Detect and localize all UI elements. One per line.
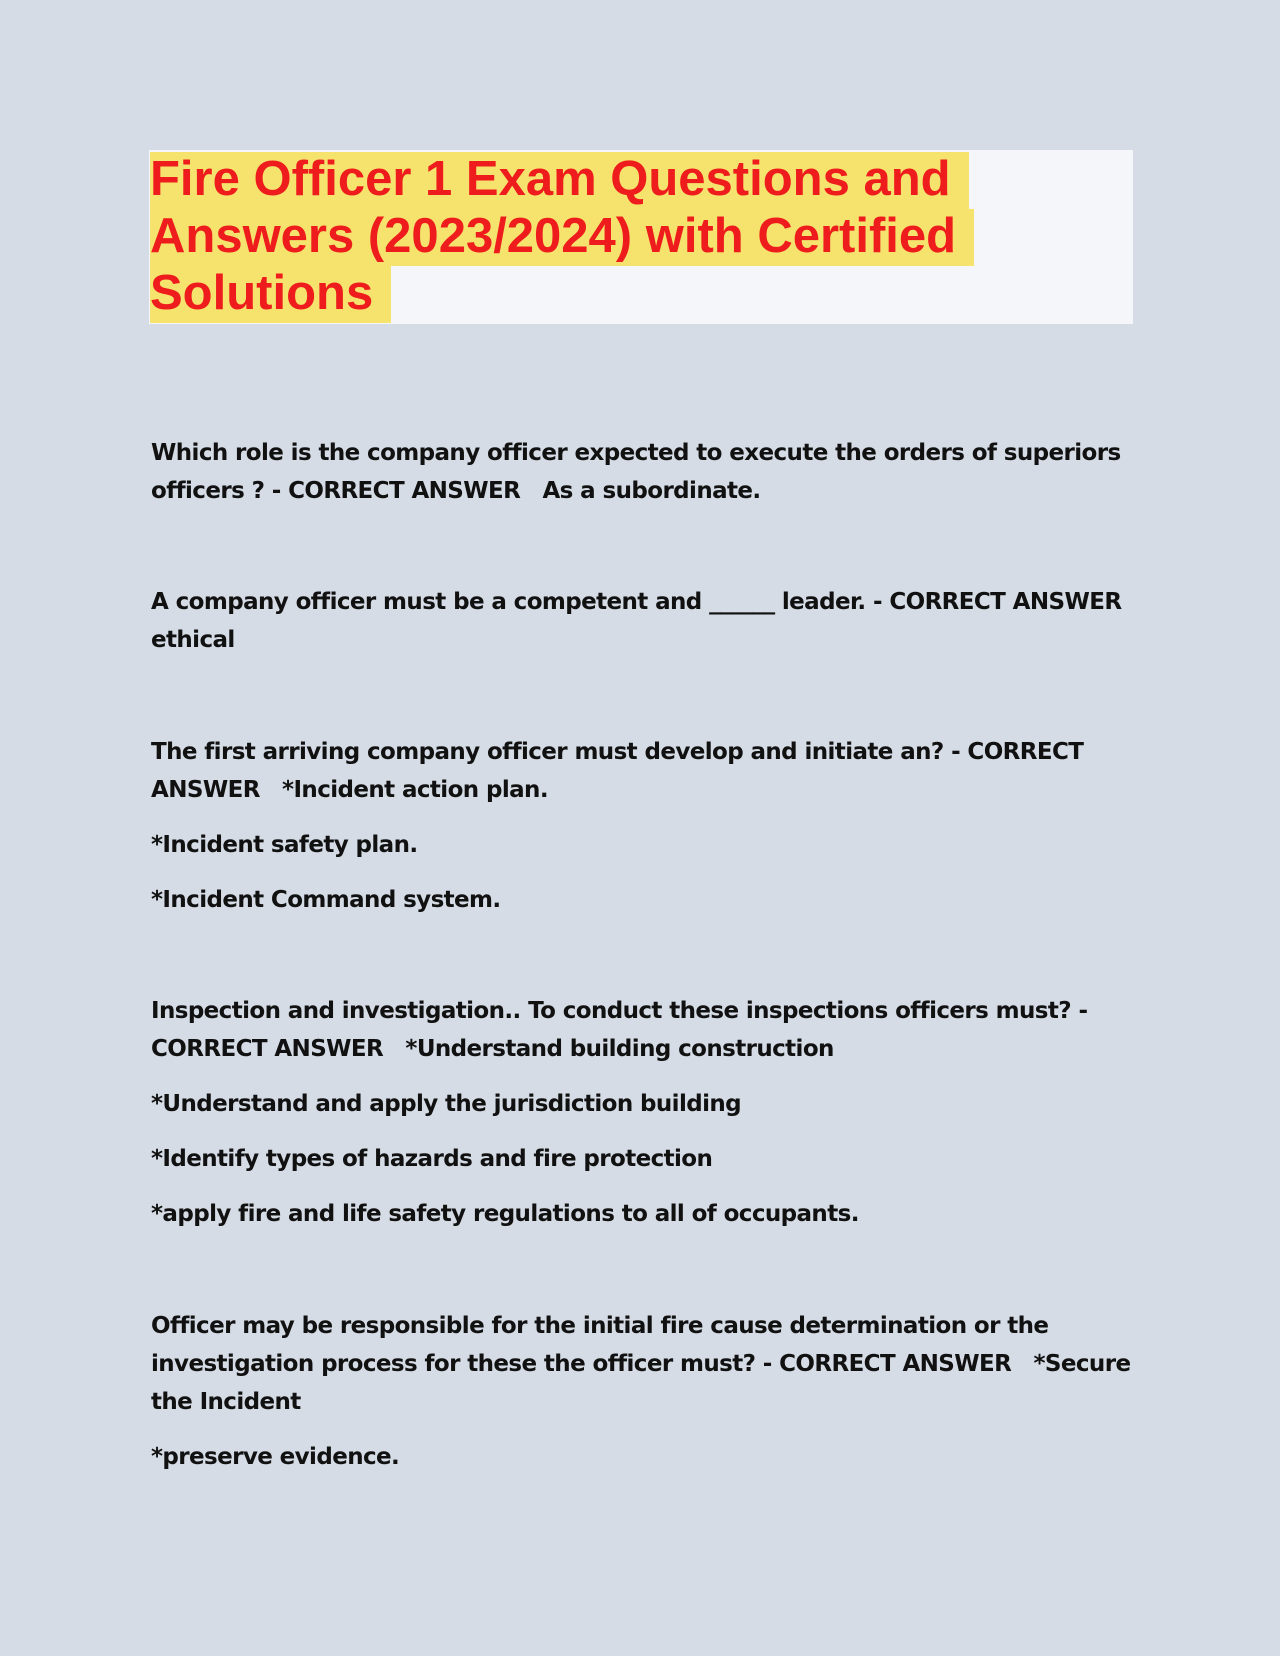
answer-extra-line: *Identify types of hazards and fire protection bbox=[151, 1146, 713, 1172]
answer-text: As a subordinate. bbox=[542, 478, 761, 504]
correct-answer-label: - CORRECT ANSWER bbox=[762, 1351, 1012, 1377]
qa-line bbox=[151, 583, 1141, 659]
question-text: A company officer must be a competent and ______ leader. bbox=[151, 589, 866, 615]
correct-answer-label: - CORRECT ANSWER bbox=[151, 998, 1088, 1062]
qa-item-1 bbox=[151, 434, 1141, 510]
answer-text: *Secure the Incident bbox=[151, 1351, 1131, 1415]
qa-item-5 bbox=[151, 1307, 1141, 1476]
answer-extra-line: *apply fire and life safety regulations to all of occupants. bbox=[151, 1201, 859, 1227]
answer-extra-line: *Incident Command system. bbox=[151, 887, 501, 913]
answer-text: ethical bbox=[151, 627, 235, 653]
question-text: The first arriving company officer must develop and initiate an? bbox=[151, 739, 944, 765]
question-text: Inspection and investigation.. To conduct these inspections officers must? bbox=[151, 998, 1072, 1024]
answer-extra-line: *Incident safety plan. bbox=[151, 832, 418, 858]
correct-answer-label: - CORRECT ANSWER bbox=[872, 589, 1122, 615]
qa-item-2 bbox=[151, 583, 1141, 659]
correct-answer-label: - CORRECT ANSWER bbox=[271, 478, 521, 504]
qa-line bbox=[151, 733, 1141, 809]
title-highlight: Fire Officer 1 Exam Questions and Answers (2023/2024) with Certified Solutions bbox=[150, 152, 974, 323]
qa-line bbox=[151, 992, 1141, 1068]
answer-text: *Incident action plan. bbox=[282, 777, 548, 803]
qa-line bbox=[151, 1307, 1141, 1421]
qa-line bbox=[151, 434, 1141, 510]
answer-text: *Understand building construction bbox=[405, 1036, 834, 1062]
qa-item-3 bbox=[151, 733, 1141, 919]
document-title bbox=[150, 151, 1020, 322]
answer-extra-line: *Understand and apply the jurisdiction building bbox=[151, 1091, 742, 1117]
correct-answer-label: - CORRECT ANSWER bbox=[151, 739, 1084, 803]
qa-item-4 bbox=[151, 992, 1141, 1233]
answer-extra-line: *preserve evidence. bbox=[151, 1444, 400, 1470]
question-text: Officer may be responsible for the initial fire cause determination or the investigation process for these the officer must? bbox=[151, 1313, 1049, 1377]
question-text: Which role is the company officer expected to execute the orders of superiors officers ? bbox=[151, 440, 1121, 504]
